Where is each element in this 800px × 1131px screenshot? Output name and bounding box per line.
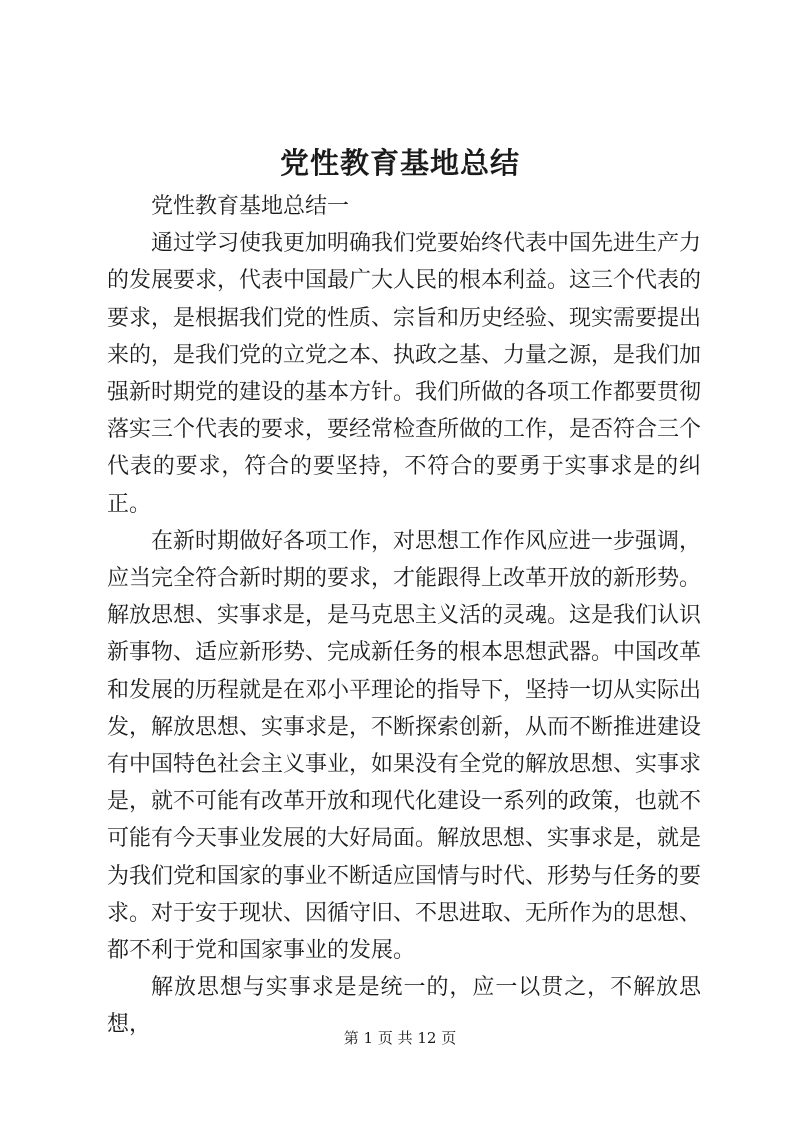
paragraph-1: 通过学习使我更加明确我们党要始终代表中国先进生产力的发展要求，代表中国最广大人民的根本利益。这三个代表的要求，是根据我们党的性质、宗旨和历史经验、现实需要提出来的，是我们党的立党之本、执政之基、力量之源，是我们加强新时期党的建设的基本方针。我们所做的各项工作都要贯彻落实三个代表的要求，要经常检查所做的工作，是否符合三个代表的要求，符合的要坚持，不符合的要勇于实事求是的纠正。 — [107, 231, 702, 517]
document-body — [107, 188, 701, 1044]
paragraph-3: 解放思想与实事求是是统一的，应一以贯之，不解放思想， — [107, 975, 701, 1038]
section-heading: 党性教育基地总结一 — [151, 194, 350, 219]
page-number-footer: 第 1 页 共 12 页 — [343, 1029, 457, 1047]
document-title: 党性教育基地总结 — [279, 146, 520, 180]
paragraph-2: 在新时期做好各项工作，对思想工作作风应进一步强调，应当完全符合新时期的要求，才能跟得上改革开放的新形势。解放思想、实事求是，是马克思主义活的灵魂。这是我们认识新事物、适应新形势、完成新任务的根本思想武器。中国改革和发展的历程就是在邓小平理论的指导下，坚持一切从实际出发，解放思想、实事求是，不断探索创新，从而不断推进建设有中国特色社会主义事业，如果没有全党的解放思想、实事求是，就不可能有改革开放和现代化建设一系列的政策，也就不可能有今天事业发展的大好局面。解放思想、实事求是，就是为我们党和国家的事业不断适应国情与时代、形势与任务的要求。对于安于现状、因循守旧、不思进取、无所作为的思想、都不利于党和国家事业的发展。 — [107, 528, 702, 964]
